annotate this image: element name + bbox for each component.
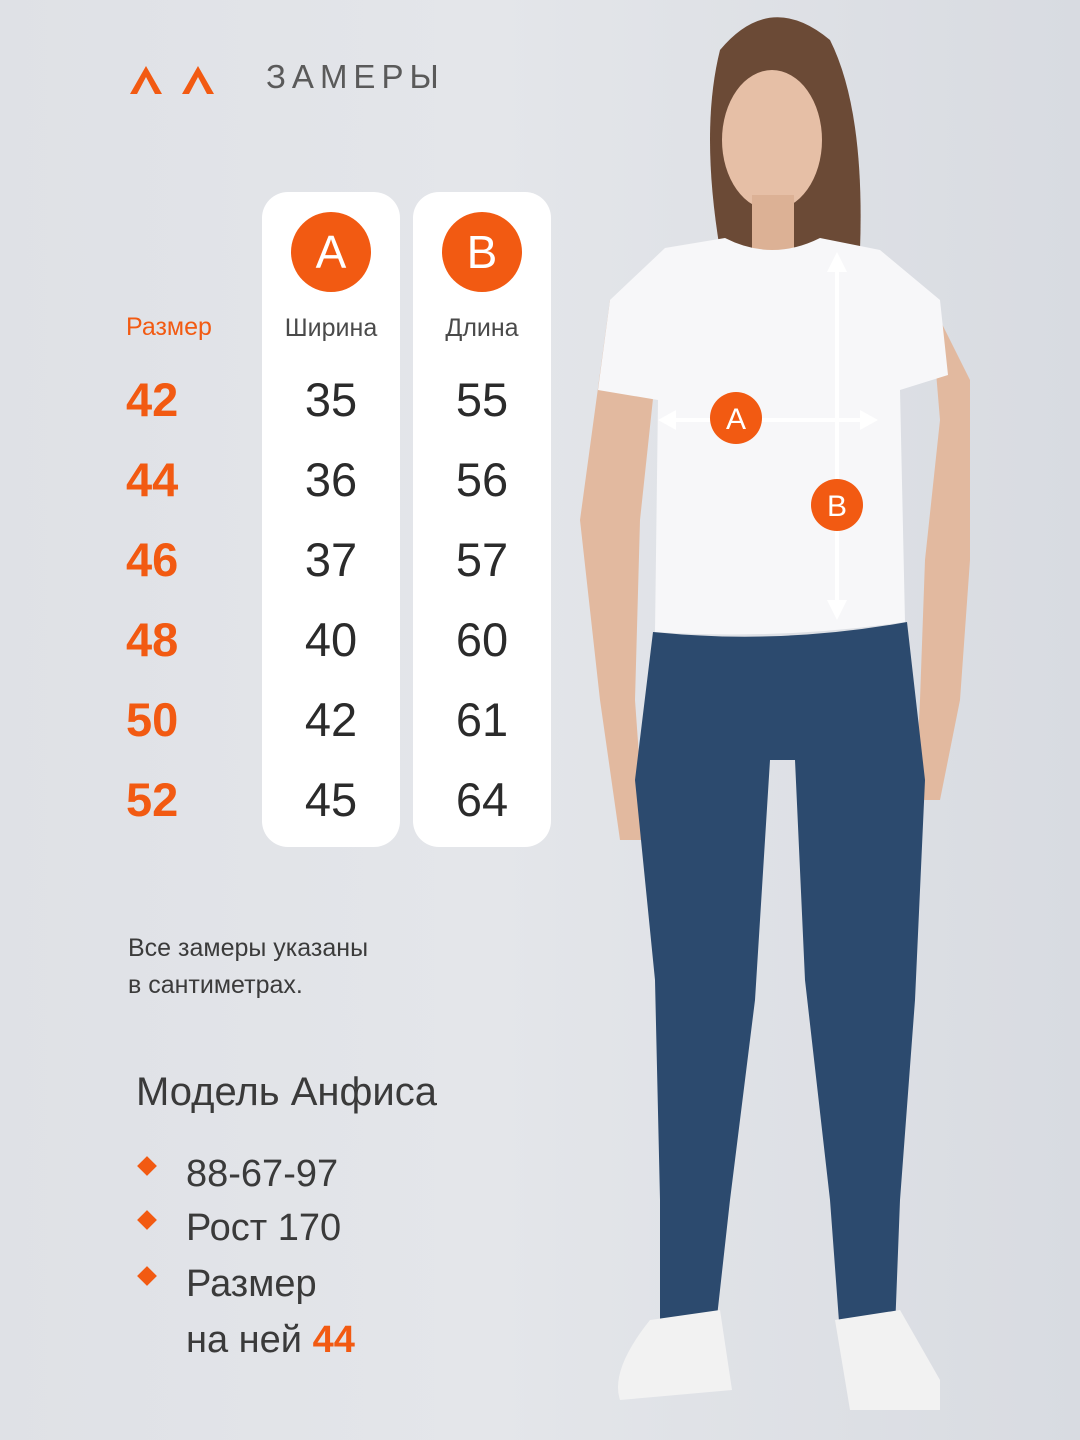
size-header: Размер [126, 313, 212, 341]
model-height: Рост 170 [186, 1207, 342, 1249]
units-note-line: Все замеры указаны [128, 934, 369, 962]
width-marker [710, 392, 762, 444]
length-letter-badge: B [442, 212, 522, 292]
width-value: 36 [304, 453, 358, 506]
model-name: Модель Анфиса [136, 1070, 437, 1114]
brand-logo [126, 62, 226, 96]
size-value: 48 [126, 613, 179, 666]
model-params: 88-67-97 [186, 1153, 339, 1195]
length-marker [811, 479, 863, 531]
length-value: 56 [455, 453, 509, 506]
size-list [126, 372, 178, 852]
length-value: 64 [455, 773, 509, 826]
model-size-text [186, 1256, 355, 1368]
width-value: 45 [304, 773, 358, 826]
width-value: 40 [304, 613, 358, 666]
units-note [128, 930, 368, 1004]
size-value: 46 [126, 533, 179, 586]
units-note-line: в сантиметрах. [128, 971, 303, 999]
size-value: 42 [126, 373, 179, 426]
svg-text:B: B [826, 490, 848, 523]
diamond-bullet-icon [137, 1156, 157, 1176]
size-value: 50 [126, 693, 179, 746]
model-size-value: 44 [312, 1319, 355, 1361]
width-value: 37 [304, 533, 358, 586]
diamond-bullet-icon [137, 1266, 157, 1286]
model-size-prefix: на ней [186, 1319, 303, 1361]
length-value: 57 [455, 533, 509, 586]
width-column [262, 192, 400, 847]
model-photo [470, 0, 1080, 1440]
svg-text:A: A [725, 403, 747, 436]
size-value: 52 [126, 773, 179, 826]
length-value: 55 [455, 373, 509, 426]
width-value: 42 [304, 693, 358, 746]
width-header: Ширина [284, 314, 378, 342]
length-header: Длина [445, 314, 519, 342]
width-letter-badge: A [291, 212, 371, 292]
length-value: 61 [455, 693, 509, 746]
model-size-label: Размер [186, 1263, 317, 1305]
length-value: 60 [455, 613, 509, 666]
width-value: 35 [304, 373, 358, 426]
diamond-bullet-icon [137, 1210, 157, 1230]
page-title: ЗАМЕРЫ [266, 58, 445, 95]
size-value: 44 [126, 453, 179, 506]
